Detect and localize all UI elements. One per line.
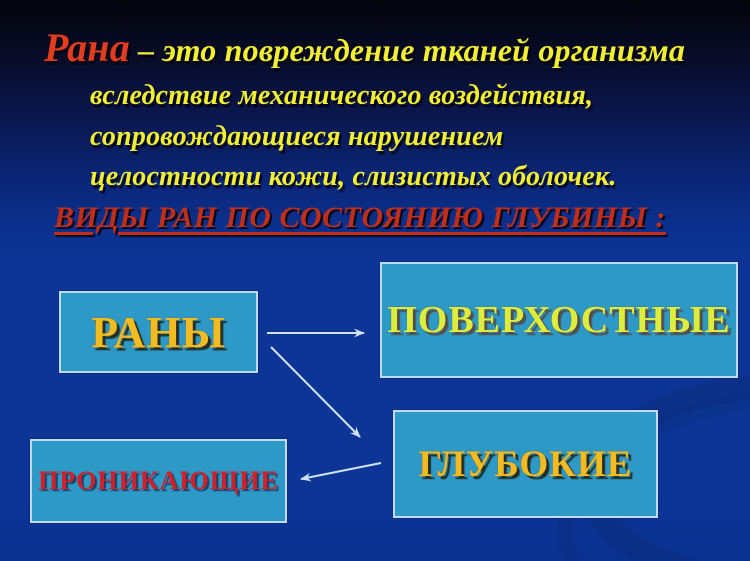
node-label-pronikayushchie: ПРОНИКАЮЩИЕ — [38, 466, 279, 495]
node-label-poverkhnostnye: ПОВЕРХОСТНЫЕ — [387, 299, 731, 341]
node-box-pronikayushchie — [30, 439, 287, 523]
definition-line-1-rest: – это повреждение тканей организма — [129, 32, 686, 68]
definition-line-3: сопровождающиеся нарушением — [90, 121, 504, 152]
node-label-rany: РАНЫ — [91, 307, 226, 357]
definition-line-2: вследствие механического воздействия, — [90, 80, 594, 111]
section-heading: ВИДЫ РАН ПО СОСТОЯНИЮ ГЛУБИНЫ : — [54, 201, 666, 234]
node-label-glubokie: ГЛУБОКИЕ — [418, 443, 633, 485]
arrow-glubokie-to-pronikayushchie — [301, 463, 381, 479]
node-box-rany — [59, 291, 258, 373]
definition-line-4: целостности кожи, слизистых оболочек. — [90, 161, 617, 192]
node-box-poverkhnostnye — [380, 262, 738, 378]
arrow-rany-to-glubokie — [271, 347, 360, 437]
node-box-glubokie — [393, 410, 658, 518]
definition-line-1 — [44, 24, 685, 71]
term-rana: Рана — [44, 25, 130, 70]
